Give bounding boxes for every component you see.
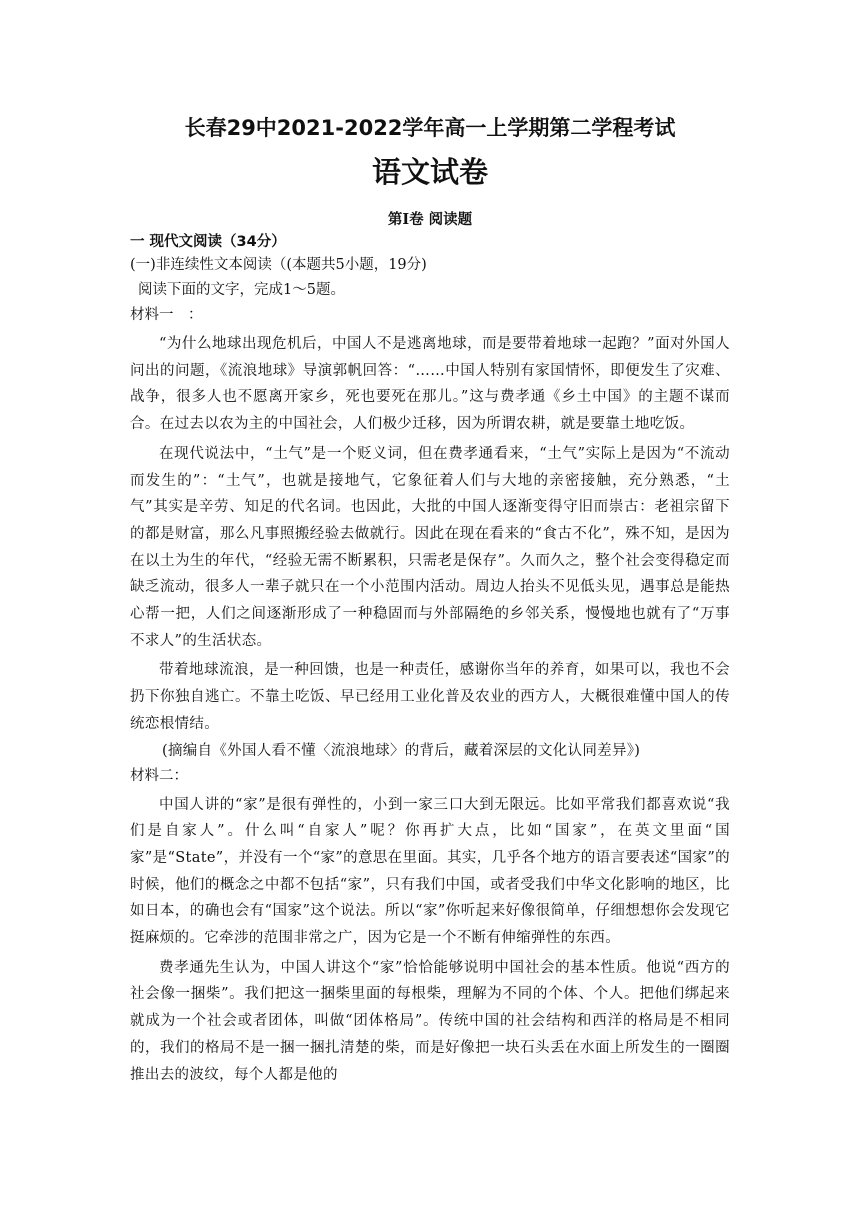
material1-paragraph-3: 带着地球流浪，是一种回馈，也是一种责任，感谢你当年的养育，如果可以，我也不会扔下你独自逃亡。不靠土吃饭、早已经用工业化普及农业的西方人，大概很难懂中国人的传统恋根情结。: [130, 662, 730, 732]
instruction-text: 阅读下面的文字，完成1～5题。: [138, 282, 345, 298]
material1-paragraph-2: 在现代说法中，“土气”是一个贬义词，但在费孝通看来，“土气”实际上是因为“不流动而发生的”：“土气”，也就是接地气，它象征着人们与大地的亲密接触，充分熟悉，“土气”其实是辛劳、知足的代名词。也因此，大批的中国人逐渐变得守旧而崇古：老祖宗留下的都是财富，那么凡事照搬经验去做就行。因此在现在看来的“食古不化”，殊不知，是因为在以土为生的年代，“经验无需不断累积，只需老是保存”。久而久之，整个社会变得稳定而缺乏流动，很多人一辈子就只在一个小范围内活动。周边人抬头不见低头见，遇事总是能热心帮一把，人们之间逐渐形成了一种稳固而与外部隔绝的乡邻关系，慢慢地也就有了“万事不求人”的生活状态。: [130, 445, 730, 649]
material2-paragraph-2: 费孝通先生认为，中国人讲这个“家”恰恰能够说明中国社会的基本性质。他说“西方的社会像一捆柴”。我们把这一捆柴里面的每根柴，理解为不同的个体、个人。把他们绑起来就成为一个社会或者团体，叫做“团体格局”。传统中国的社会结构和西洋的格局是不相同的，我们的格局不是一捆一捆扎清楚的柴，而是好像把一块石头丢在水面上所发生的一圈圈推出去的波纹，每个人都是他的: [130, 959, 730, 1083]
material2-label: 材料二：: [130, 767, 188, 784]
material1-citation: (摘编自《外国人看不懂〈流浪地球〉的背后，藏着深层的文化认同差异》): [162, 742, 641, 759]
material1-paragraph-1: “为什么地球出现危机后，中国人不是逃离地球，而是要带着地球一起跑？”面对外国人问出的问题，《流浪地球》导演郭帆回答：“……中国人特别有家国情怀，即便发生了灾难、战争，很多人也不愿离开家乡，死也要死在那儿。”这与费孝通《乡土中国》的主题不谋而合。在过去以农为主的中国社会，人们极少迁移，因为所谓农耕，就是要靠土地吃饭。: [130, 336, 730, 433]
material1-label: 材料一 ：: [130, 307, 203, 323]
part-heading: 一 现代文阅读（34分）: [130, 234, 286, 250]
material2-paragraph-1: 中国人讲的“家”是很有弹性的，小到一家三口大到无限远。比如平常我们都喜欢说“我们是自家人”。什么叫“自家人”呢？你再扩大点，比如“国家”，在英文里面“国家”是“State”，并没有一个“家”的意思在里面。其实，几乎各个地方的语言要表述“国家”的时候，他们的概念之中都不包括“家”，只有我们中国，或者受我们中华文化影响的地区，比如日本，的确也会有“国家”这个说法。所以“家”你听起来好像很简单，仔细想想你会发现它挺麻烦的。它牵涉的范围非常之广，因为它是一个不断有伸缩弹性的东西。: [130, 796, 730, 947]
exam-subtitle: 语文试卷: [371, 155, 488, 189]
subpart-heading: (一)非连续性文本阅读（(本题共5小题，19分): [130, 257, 427, 273]
section-heading: 第Ⅰ卷 阅读题: [387, 211, 473, 228]
exam-title: 长春29中2021-2022学年高一上学期第二学程考试: [184, 116, 676, 140]
exam-page: [130, 114, 730, 1088]
